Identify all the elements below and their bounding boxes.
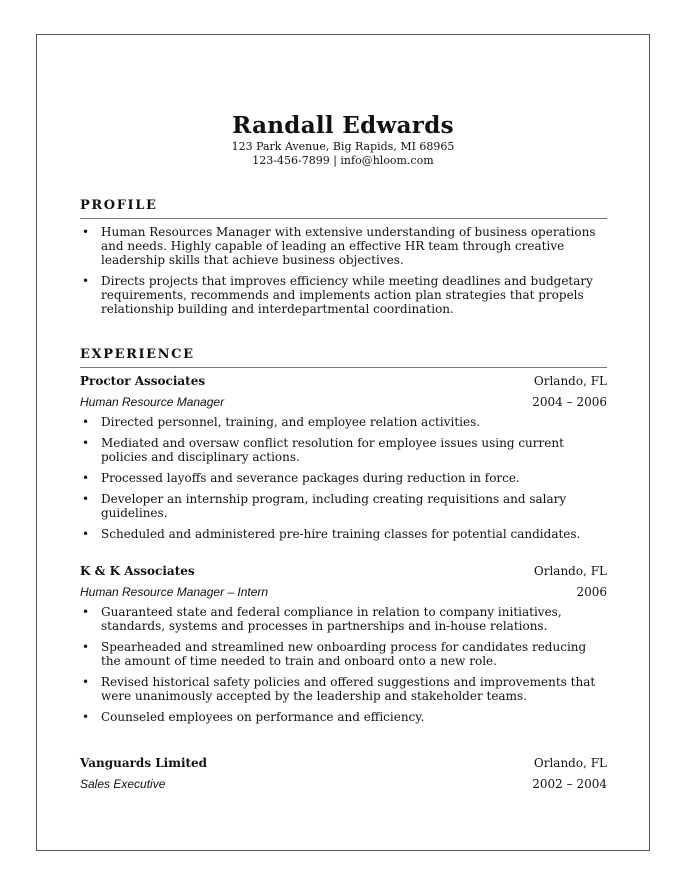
job-header [80,374,607,388]
list-item: • Processed layoffs and severance packages during reduction in force. [80,471,607,485]
contact-line: 123-456-7899 | info@hloom.com [252,154,434,167]
experience-section [80,347,607,374]
list-item: • Counseled employees on performance and efficiency. [80,710,607,724]
job-header [80,756,607,770]
section-title-profile: PROFILE [80,198,607,219]
list-item: • Mediated and oversaw conflict resolution for employee issues using current policies and disciplinary actions. [80,436,607,464]
profile-bullets [80,225,607,316]
list-item: • Directed personnel, training, and employee relation activities. [80,415,607,429]
company-name: Vanguards Limited [80,756,208,770]
list-item: • Developer an internship program, including creating requisitions and salary guidelines. [80,492,607,520]
list-item: • Human Resources Manager with extensive understanding of business operations and needs. Highly capable of leading an effective HR team through creative leadership skills that achieve business objectives. [80,225,607,267]
job-entry [80,374,607,548]
job-entry [80,564,607,731]
job-role: Human Resource Manager – Intern [80,585,269,599]
resume-header [36,112,650,168]
list-item: • Revised historical safety policies and offered suggestions and improvements that were unanimously accepted by the leadership and stakeholder teams. [80,675,607,703]
job-entry [80,756,607,791]
job-location: Orlando, FL [533,756,607,770]
company-name: K & K Associates [80,564,195,578]
job-dates: 2002 – 2004 [532,777,607,791]
job-subheader [80,777,607,791]
job-dates: 2006 [576,585,607,599]
job-bullets [80,605,607,724]
job-location: Orlando, FL [533,374,607,388]
job-bullets [80,415,607,541]
job-role: Sales Executive [80,777,166,791]
job-dates: 2004 – 2006 [532,395,607,409]
company-name: Proctor Associates [80,374,206,388]
job-subheader [80,395,607,409]
job-role: Human Resource Manager [80,395,225,409]
candidate-name: Randall Edwards [232,112,454,139]
job-subheader [80,585,607,599]
job-location: Orlando, FL [533,564,607,578]
list-item: • Directs projects that improves efficiency while meeting deadlines and budgetary requirements, recommends and implements action plan strategies that propels relationship building and interdepartmental coordination. [80,274,607,316]
list-item: • Scheduled and administered pre-hire training classes for potential candidates. [80,527,607,541]
profile-section [80,198,607,323]
address-line: 123 Park Avenue, Big Rapids, MI 68965 [231,140,455,153]
list-item: • Spearheaded and streamlined new onboarding process for candidates reducing the amount of time needed to train and onboard onto a new role. [80,640,607,668]
section-title-experience: EXPERIENCE [80,347,607,368]
list-item: • Guaranteed state and federal compliance in relation to company initiatives, standards, systems and processes in partnerships and in-house relations. [80,605,607,633]
job-header [80,564,607,578]
